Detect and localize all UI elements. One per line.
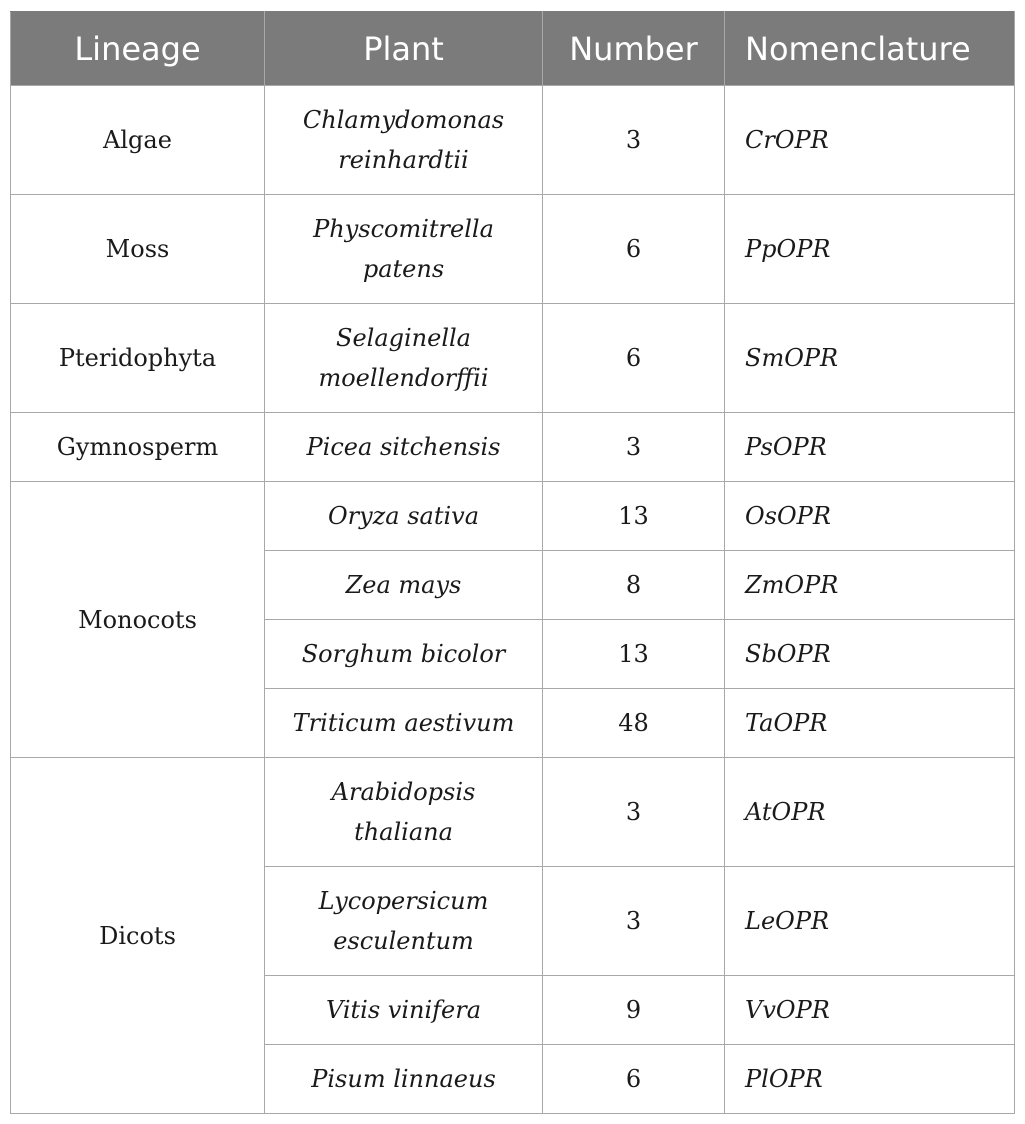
plant-cell: Sorghum bicolor [265,620,543,689]
lineage-cell: Moss [11,195,265,304]
plant-cell: Oryza sativa [265,482,543,551]
nomenclature-cell: SbOPR [725,620,1015,689]
lineage-cell: Gymnosperm [11,413,265,482]
table-row [11,86,1015,195]
number-cell: 13 [543,482,725,551]
header-number: Number [543,12,725,86]
plant-cell: Pisum linnaeus [265,1045,543,1114]
number-cell: 3 [543,867,725,976]
lineage-cell: Pteridophyta [11,304,265,413]
plant-cell: Selaginella moellendorffii [265,304,543,413]
plant-cell: Lycopersicum esculentum [265,867,543,976]
nomenclature-cell: VvOPR [725,976,1015,1045]
nomenclature-cell: TaOPR [725,689,1015,758]
number-cell: 8 [543,551,725,620]
number-cell: 13 [543,620,725,689]
lineage-cell: Dicots [11,758,265,1114]
nomenclature-cell: LeOPR [725,867,1015,976]
number-cell: 48 [543,689,725,758]
plant-cell: Triticum aestivum [265,689,543,758]
number-cell: 3 [543,86,725,195]
number-cell: 6 [543,304,725,413]
number-cell: 6 [543,195,725,304]
table-row [11,413,1015,482]
plant-cell: Zea mays [265,551,543,620]
nomenclature-cell: CrOPR [725,86,1015,195]
header-lineage: Lineage [11,12,265,86]
table-row [11,758,1015,867]
header-plant: Plant [265,12,543,86]
plant-cell: Arabidopsis thaliana [265,758,543,867]
table-row [11,304,1015,413]
nomenclature-cell: OsOPR [725,482,1015,551]
header-row [11,12,1015,86]
number-cell: 3 [543,758,725,867]
nomenclature-cell: AtOPR [725,758,1015,867]
nomenclature-cell: SmOPR [725,304,1015,413]
nomenclature-cell: ZmOPR [725,551,1015,620]
number-cell: 3 [543,413,725,482]
lineage-cell: Algae [11,86,265,195]
table-body [11,86,1015,1114]
table-row [11,482,1015,551]
lineage-cell: Monocots [11,482,265,758]
plant-cell: Picea sitchensis [265,413,543,482]
table-header [11,12,1015,86]
opr-gene-table [10,11,1015,1114]
nomenclature-cell: PsOPR [725,413,1015,482]
header-nomenclature: Nomenclature [725,12,1015,86]
nomenclature-cell: PlOPR [725,1045,1015,1114]
nomenclature-cell: PpOPR [725,195,1015,304]
number-cell: 6 [543,1045,725,1114]
plant-cell: Physcomitrella patens [265,195,543,304]
table-row [11,195,1015,304]
plant-cell: Vitis vinifera [265,976,543,1045]
plant-cell: Chlamydomonas reinhardtii [265,86,543,195]
number-cell: 9 [543,976,725,1045]
